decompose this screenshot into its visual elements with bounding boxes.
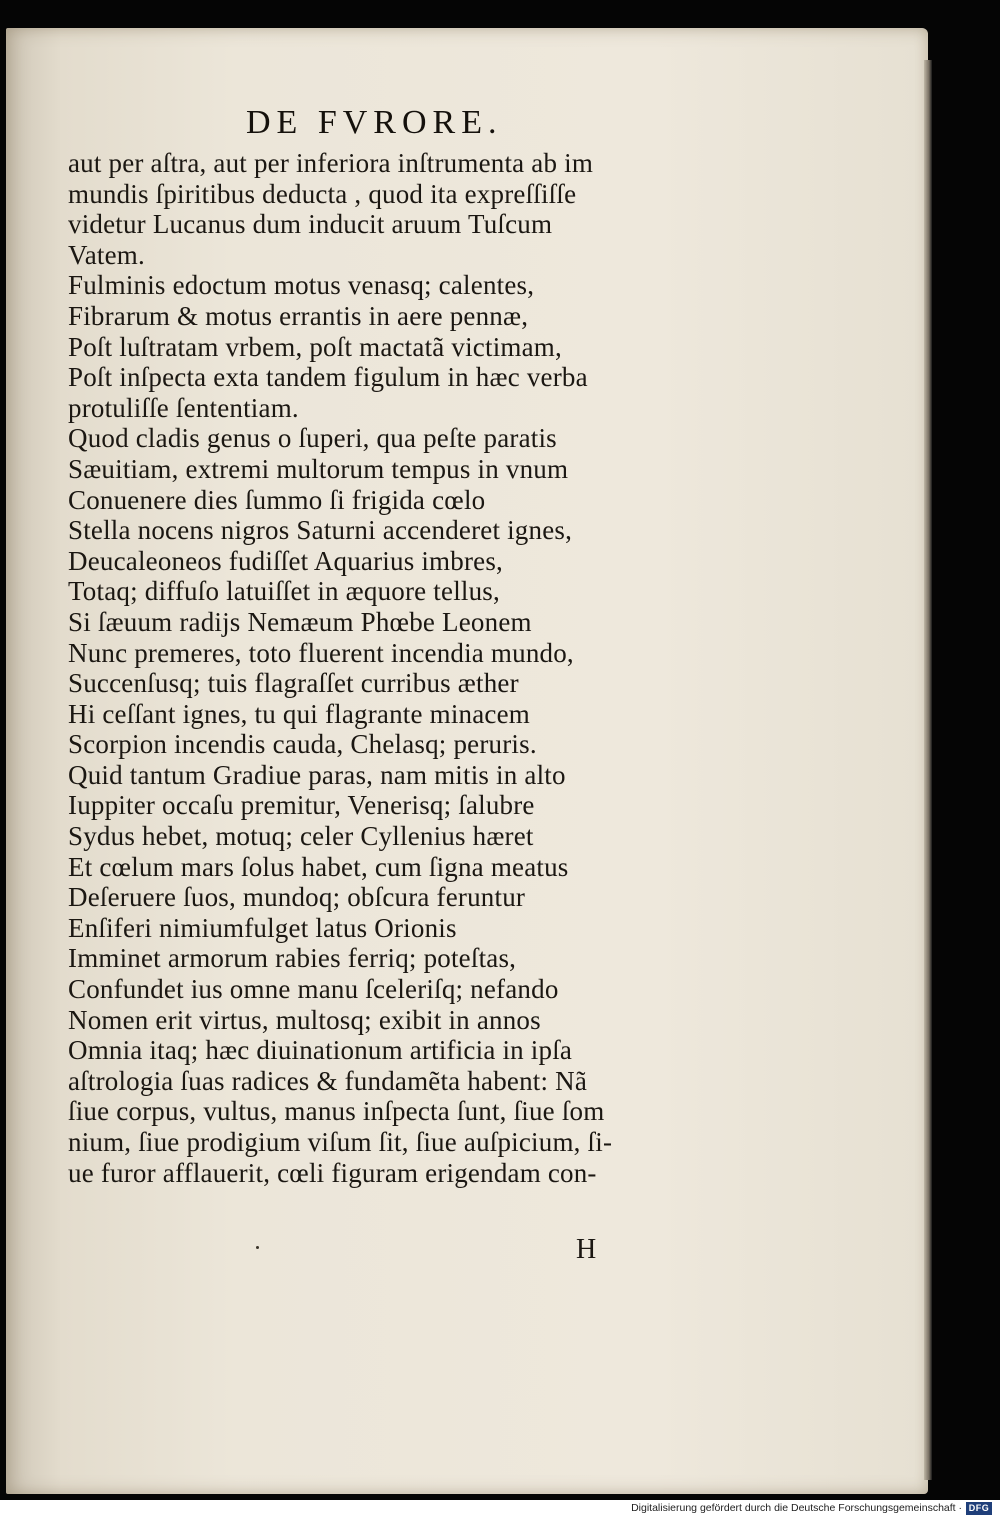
text-line: aut per aſtra, aut per inferiora inſtrumenta ab im: [68, 148, 594, 178]
text-line: Deſeruere ſuos, mundoq; obſcura feruntur: [68, 882, 526, 913]
text-line: Sydus hebet, motuq; celer Cyllenius hæret: [68, 821, 534, 852]
dfg-logo: DFG: [966, 1502, 992, 1515]
text-line: Poſt inſpecta exta tandem figulum in hæc verba: [68, 362, 588, 393]
text-lines: [68, 148, 728, 1188]
text-line: ue furor afflauerit, cœli figuram erigendam con-: [68, 1157, 597, 1188]
text-line: Sæuitiam, extremi multorum tempus in vnum: [68, 453, 569, 484]
text-line: Poſt luſtratam vrbem, poſt mactatã victimam,: [68, 331, 562, 362]
text-line: protuliſſe ſententiam.: [68, 392, 299, 423]
funding-credit: Digitalisierung gefördert durch die Deutsche Forschungsgemeinschaft ·: [631, 1502, 962, 1514]
text-line: Totaq; diffuſo latuiſſet in æquore tellus,: [68, 576, 500, 607]
text-line: Et cœlum mars ſolus habet, cum ſigna meatus: [68, 851, 569, 882]
text-line: Succenſusq; tuis flagraſſet curribus æther: [68, 668, 519, 699]
text-line: Fulminis edoctum motus venasq; calentes,: [68, 270, 535, 301]
text-line: Omnia itaq; hæc diuinationum artificia in ipſa: [68, 1035, 573, 1066]
text-line: Nunc premeres, toto fluerent incendia mundo,: [68, 637, 574, 668]
page-edge: [924, 60, 932, 1480]
text-line: Scorpion incendis cauda, Chelasq; peruris.: [68, 729, 537, 760]
text-line: nium, ſiue prodigium viſum ſit, ſiue auſpicium, ſi-: [68, 1127, 613, 1157]
text-line: Confundet ius omne manu ſceleriſq; nefando: [68, 974, 559, 1005]
text-line: ſiue corpus, vultus, manus inſpecta ſunt, ſiue ſom: [68, 1096, 605, 1127]
signature-mark: H: [576, 1234, 597, 1265]
text-line: aſtrologia ſuas radices & fundamẽta habent: Nã: [68, 1065, 588, 1096]
text-line: Quod cladis genus o ſuperi, qua peſte paratis: [68, 423, 557, 454]
text-line: Iuppiter occaſu premitur, Venerisq; ſalubre: [68, 790, 535, 821]
text-line: Si ſæuum radijs Nemæum Phœbe Leonem: [68, 606, 532, 637]
text-line: Deucaleoneos fudiſſet Aquarius imbres,: [68, 545, 503, 576]
text-line: Enſiferi nimiumfulget latus Orionis: [68, 912, 457, 943]
running-head: DE FVRORE.: [246, 104, 503, 141]
text-line: mundis ſpiritibus deducta , quod ita expreſſiſſe: [68, 178, 577, 209]
text-line: videtur Lucanus dum inducit aruum Tuſcum: [68, 209, 553, 240]
text-line: Conuenere dies ſummo ſi frigida cœlo: [68, 484, 486, 515]
text-line: Imminet armorum rabies ferriq; poteſtas,: [68, 943, 517, 974]
text-line: Nomen erit virtus, multosq; exibit in annos: [68, 1004, 541, 1035]
page-text-block: [68, 100, 728, 1188]
text-line: Fibrarum & motus errantis in aere pennæ,: [68, 300, 529, 331]
ink-speck: [256, 1246, 259, 1249]
text-line: Hi ceſſant ignes, tu qui flagrante minacem: [68, 698, 530, 729]
text-line: Vatem.: [68, 239, 145, 270]
text-line: Stella nocens nigros Saturni accenderet ignes,: [68, 515, 573, 546]
text-line: Quid tantum Gradiue paras, nam mitis in alto: [68, 759, 566, 790]
